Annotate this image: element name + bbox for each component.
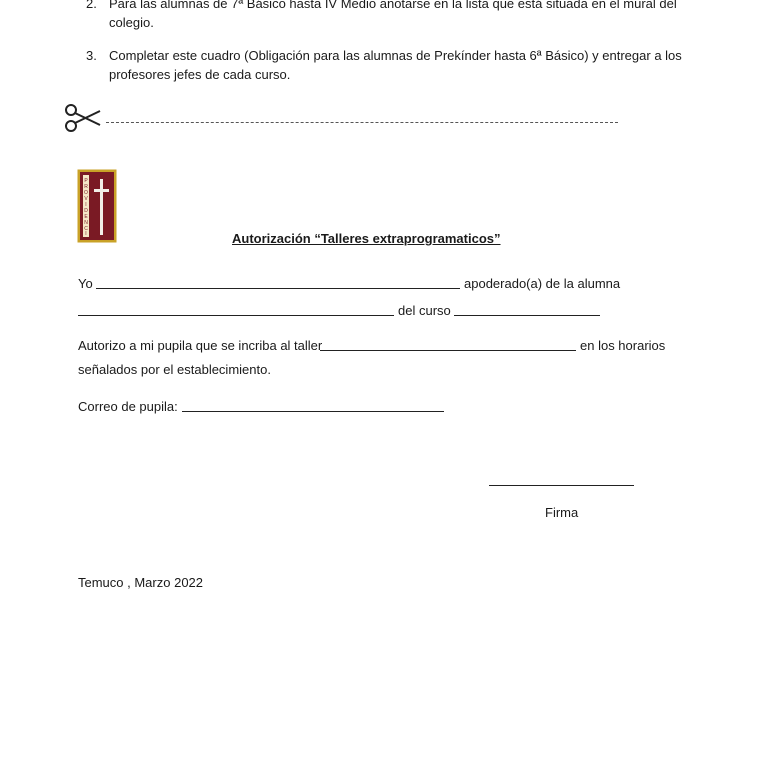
workshop-field[interactable] — [320, 338, 576, 351]
email-field[interactable] — [182, 399, 444, 412]
firma-label: Firma — [545, 505, 579, 520]
instruction-text: Para las alumnas de 7ª Básico hasta IV Medio anotarse en la lista que está situada en el mural del colegio. — [109, 0, 677, 30]
instruction-number: 2. — [86, 0, 97, 11]
svg-text:N: N — [84, 220, 88, 226]
horarios-label: en los horarios — [580, 338, 666, 353]
senalados-label: señalados por el establecimiento. — [78, 362, 271, 377]
svg-text:V: V — [84, 196, 88, 202]
svg-text:I: I — [85, 202, 87, 208]
svg-text:I: I — [85, 231, 87, 237]
apoderado-label: apoderado(a) de la alumna — [464, 276, 621, 291]
form-title: Autorización “Talleres extraprogramaticos” — [232, 231, 501, 246]
guardian-name-field[interactable] — [96, 276, 460, 289]
curso-label: del curso — [398, 303, 451, 318]
providencia-logo — [77, 169, 117, 243]
scissors-icon — [62, 103, 102, 133]
svg-text:D: D — [84, 208, 88, 214]
svg-text:C: C — [84, 226, 88, 232]
instruction-text: Completar este cuadro (Obligación para las alumnas de Prekínder hasta 6ª Básico) y entregar a los profesores jefes de cada curso. — [109, 48, 682, 82]
course-field[interactable] — [454, 303, 600, 316]
autorizo-label: Autorizo a mi pupila que se incriba al taller — [78, 338, 323, 353]
svg-text:O: O — [84, 190, 88, 196]
signature-field[interactable] — [489, 473, 634, 486]
correo-label: Correo de pupila: — [78, 399, 178, 414]
student-name-field[interactable] — [78, 303, 394, 316]
cut-line — [106, 122, 618, 123]
yo-label: Yo — [78, 276, 93, 291]
svg-text:P: P — [84, 178, 88, 184]
date-line: Temuco , Marzo 2022 — [78, 575, 204, 590]
svg-text:E: E — [84, 214, 88, 220]
instruction-number: 3. — [86, 48, 97, 63]
svg-text:R: R — [84, 184, 88, 190]
